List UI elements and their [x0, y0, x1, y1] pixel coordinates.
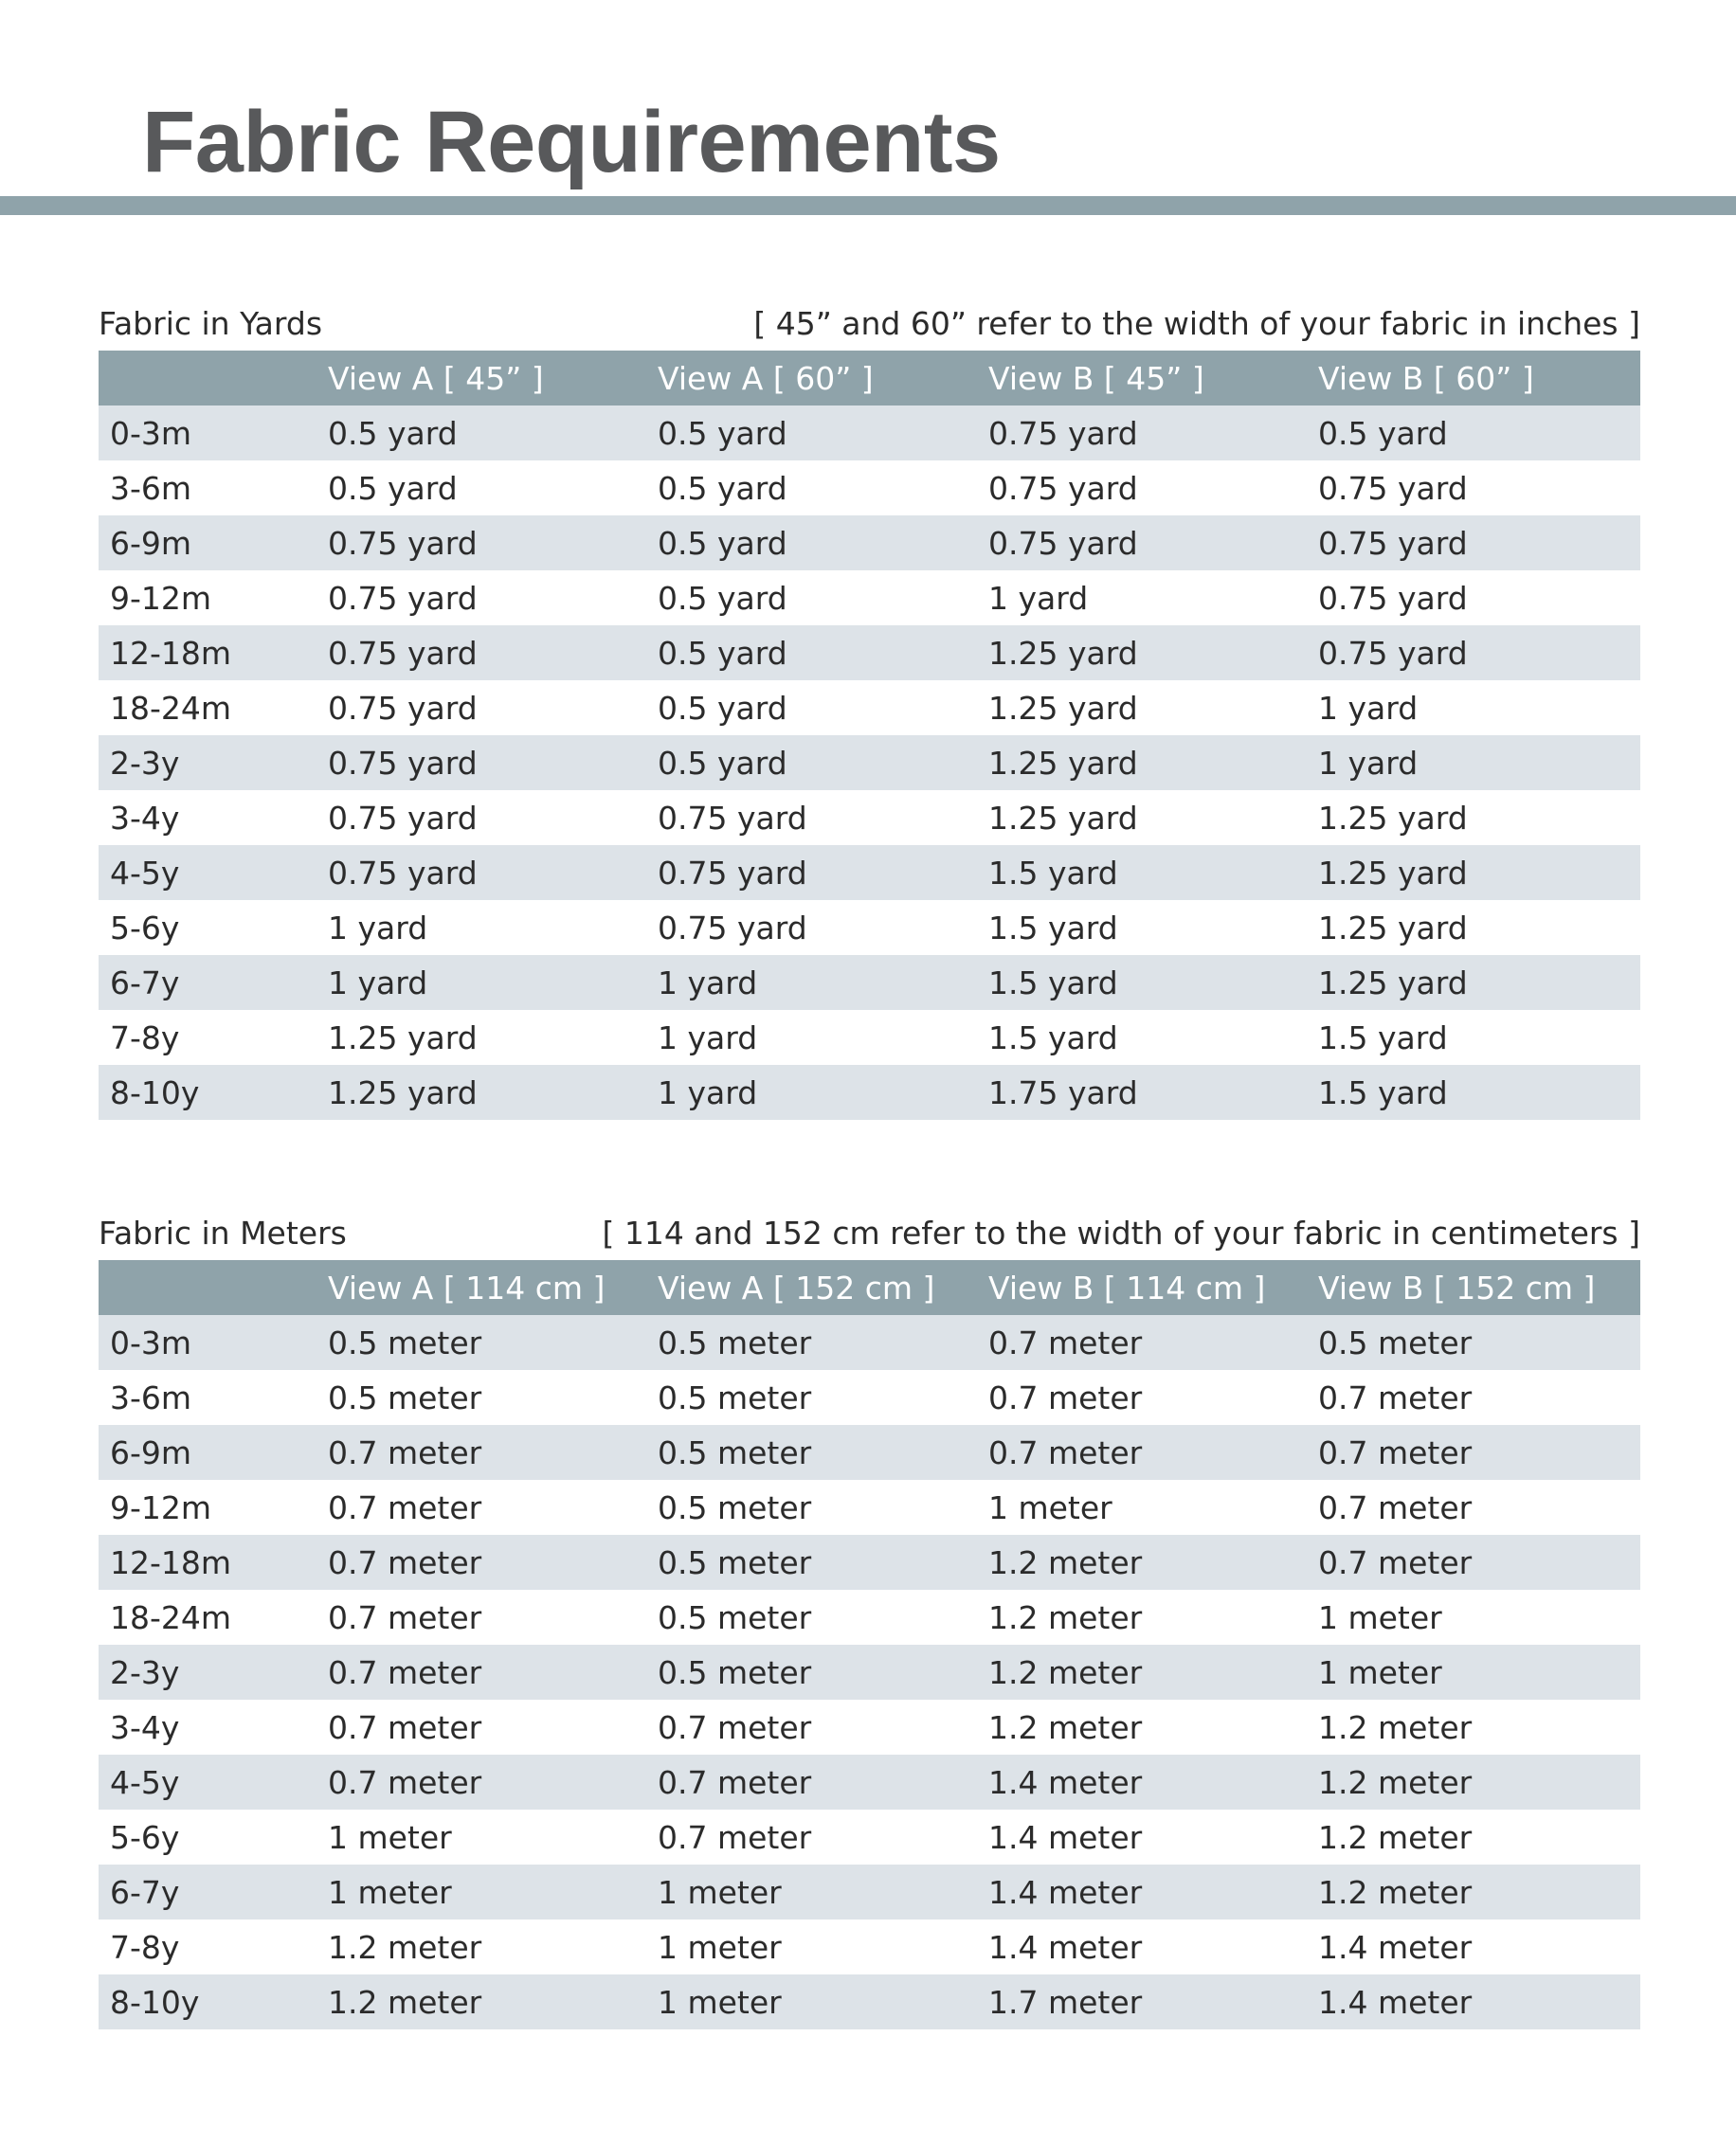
yards-table-body: [99, 406, 1640, 1120]
fabric-amount: 0.7 meter: [328, 1488, 482, 1526]
table-row: [99, 680, 1640, 735]
fabric-amount: 1 yard: [658, 964, 758, 1001]
fabric-amount: 0.5 meter: [328, 1324, 482, 1361]
table-row: [99, 1010, 1640, 1065]
view-column-header: View B [ 152 cm ]: [1318, 1269, 1596, 1307]
fabric-amount: 0.75 yard: [328, 744, 478, 782]
fabric-amount: 1 yard: [1318, 689, 1419, 727]
fabric-amount: 0.5 meter: [658, 1653, 812, 1691]
yards-table: [99, 351, 1640, 1120]
meters-section-header: [99, 1211, 1640, 1260]
fabric-amount: 1.2 meter: [988, 1653, 1143, 1691]
fabric-amount: 0.75 yard: [328, 799, 478, 837]
fabric-amount: 0.5 yard: [328, 414, 458, 452]
fabric-amount: 0.5 meter: [328, 1379, 482, 1416]
fabric-amount: 0.75 yard: [328, 524, 478, 562]
fabric-amount: 1.2 meter: [988, 1708, 1143, 1746]
table-row: [99, 1425, 1640, 1480]
fabric-amount: 0.7 meter: [328, 1653, 482, 1691]
fabric-amount: 1 meter: [328, 1873, 452, 1911]
fabric-amount: 0.75 yard: [1318, 579, 1468, 617]
table-row: [99, 1920, 1640, 1974]
table-row: [99, 515, 1640, 570]
fabric-amount: 1.2 meter: [1318, 1708, 1473, 1746]
fabric-amount: 0.75 yard: [988, 414, 1138, 452]
fabric-amount: 1.5 yard: [988, 909, 1118, 946]
size-label: 12-18m: [110, 1543, 232, 1581]
fabric-amount: 1.4 meter: [1318, 1983, 1473, 2021]
size-label: 0-3m: [110, 1324, 192, 1361]
size-label: 6-7y: [110, 1873, 180, 1911]
table-row: [99, 625, 1640, 680]
fabric-amount: 0.7 meter: [988, 1433, 1143, 1471]
view-column-header: View A [ 114 cm ]: [328, 1269, 606, 1307]
size-label: 9-12m: [110, 1488, 212, 1526]
fabric-amount: 1.4 meter: [988, 1818, 1143, 1856]
table-row: [99, 1065, 1640, 1120]
size-label: 3-6m: [110, 1379, 192, 1416]
fabric-amount: 1.25 yard: [1318, 854, 1468, 892]
fabric-amount: 0.7 meter: [328, 1763, 482, 1801]
fabric-amount: 1.2 meter: [988, 1598, 1143, 1636]
fabric-amount: 1 meter: [988, 1488, 1112, 1526]
table-row: [99, 955, 1640, 1010]
fabric-amount: 0.75 yard: [988, 469, 1138, 507]
size-label: 0-3m: [110, 414, 192, 452]
fabric-amount: 1.25 yard: [328, 1073, 478, 1111]
fabric-amount: 0.5 yard: [658, 524, 787, 562]
yards-table-header: [99, 351, 1640, 406]
fabric-amount: 1.5 yard: [1318, 1018, 1448, 1056]
view-column-header: View A [ 45” ]: [328, 359, 544, 397]
table-row: [99, 1590, 1640, 1645]
fabric-amount: 1 meter: [658, 1928, 782, 1966]
table-row: [99, 570, 1640, 625]
fabric-amount: 0.75 yard: [988, 524, 1138, 562]
fabric-amount: 1.25 yard: [1318, 964, 1468, 1001]
size-label: 18-24m: [110, 1598, 232, 1636]
fabric-amount: 1.2 meter: [1318, 1763, 1473, 1801]
fabric-amount: 0.7 meter: [988, 1379, 1143, 1416]
fabric-amount: 1 yard: [328, 909, 428, 946]
fabric-amount: 0.75 yard: [658, 799, 807, 837]
fabric-amount: 0.7 meter: [1318, 1488, 1473, 1526]
fabric-amount: 0.75 yard: [328, 634, 478, 672]
table-row: [99, 1645, 1640, 1700]
fabric-amount: 0.5 meter: [658, 1488, 812, 1526]
fabric-amount: 1.25 yard: [328, 1018, 478, 1056]
fabric-amount: 1 yard: [658, 1073, 758, 1111]
fabric-amount: 0.7 meter: [328, 1433, 482, 1471]
fabric-amount: 1 meter: [658, 1873, 782, 1911]
fabric-amount: 0.7 meter: [1318, 1543, 1473, 1581]
fabric-amount: 0.5 yard: [658, 579, 787, 617]
fabric-amount: 1.2 meter: [328, 1983, 482, 2021]
fabric-amount: 1.25 yard: [988, 799, 1138, 837]
meters-heading: Fabric in Meters: [99, 1215, 347, 1252]
fabric-amount: 1 yard: [1318, 744, 1419, 782]
view-column-header: View B [ 114 cm ]: [988, 1269, 1266, 1307]
fabric-amount: 0.75 yard: [658, 909, 807, 946]
fabric-amount: 1.5 yard: [1318, 1073, 1448, 1111]
fabric-amount: 1 meter: [1318, 1598, 1442, 1636]
fabric-amount: 0.75 yard: [328, 854, 478, 892]
table-row: [99, 1480, 1640, 1535]
fabric-amount: 1.2 meter: [988, 1543, 1143, 1581]
fabric-amount: 0.5 yard: [658, 744, 787, 782]
fabric-amount: 1 meter: [658, 1983, 782, 2021]
fabric-amount: 0.7 meter: [328, 1598, 482, 1636]
size-label: 8-10y: [110, 1073, 200, 1111]
yards-heading: Fabric in Yards: [99, 305, 323, 342]
fabric-amount: 0.75 yard: [658, 854, 807, 892]
fabric-amount: 1.25 yard: [1318, 909, 1468, 946]
size-label: 6-9m: [110, 1433, 192, 1471]
yards-section: [99, 301, 1640, 1120]
fabric-amount: 0.5 yard: [658, 414, 787, 452]
fabric-amount: 1 meter: [328, 1818, 452, 1856]
fabric-amount: 0.5 meter: [658, 1543, 812, 1581]
view-column-header: View A [ 152 cm ]: [658, 1269, 935, 1307]
fabric-amount: 0.7 meter: [658, 1818, 812, 1856]
fabric-amount: 1.4 meter: [988, 1763, 1143, 1801]
fabric-amount: 0.7 meter: [658, 1763, 812, 1801]
meters-table-body: [99, 1315, 1640, 2029]
fabric-amount: 1.25 yard: [1318, 799, 1468, 837]
meters-table: [99, 1260, 1640, 2029]
table-row: [99, 790, 1640, 845]
fabric-amount: 1.25 yard: [988, 689, 1138, 727]
meters-width-note: [ 114 and 152 cm refer to the width of your fabric in centimeters ]: [602, 1215, 1640, 1252]
fabric-amount: 0.7 meter: [1318, 1379, 1473, 1416]
table-row: [99, 1315, 1640, 1370]
fabric-amount: 1.2 meter: [328, 1928, 482, 1966]
fabric-amount: 0.75 yard: [1318, 524, 1468, 562]
size-label: 2-3y: [110, 744, 180, 782]
meters-header-row: [99, 1260, 1640, 1315]
table-row: [99, 1535, 1640, 1590]
size-label: 12-18m: [110, 634, 232, 672]
fabric-amount: 0.5 yard: [1318, 414, 1448, 452]
table-row: [99, 845, 1640, 900]
fabric-amount: 1 yard: [658, 1018, 758, 1056]
fabric-amount: 1.25 yard: [988, 744, 1138, 782]
fabric-amount: 0.5 yard: [658, 689, 787, 727]
size-label: 2-3y: [110, 1653, 180, 1691]
size-column-header: [99, 1260, 328, 1315]
fabric-amount: 1.25 yard: [988, 634, 1138, 672]
yards-header-row: [99, 351, 1640, 406]
size-label: 6-7y: [110, 964, 180, 1001]
fabric-amount: 0.5 meter: [658, 1598, 812, 1636]
size-label: 3-4y: [110, 799, 180, 837]
view-column-header: View B [ 60” ]: [1318, 359, 1534, 397]
fabric-amount: 0.7 meter: [328, 1543, 482, 1581]
fabric-amount: 1 meter: [1318, 1653, 1442, 1691]
size-label: 4-5y: [110, 1763, 180, 1801]
fabric-amount: 0.75 yard: [1318, 469, 1468, 507]
fabric-amount: 0.75 yard: [328, 689, 478, 727]
size-label: 7-8y: [110, 1018, 180, 1056]
page-title: Fabric Requirements: [142, 94, 1001, 190]
fabric-amount: 1.5 yard: [988, 854, 1118, 892]
fabric-amount: 1.4 meter: [988, 1873, 1143, 1911]
table-row: [99, 1755, 1640, 1810]
fabric-amount: 1.2 meter: [1318, 1818, 1473, 1856]
size-label: 18-24m: [110, 689, 232, 727]
fabric-amount: 1.5 yard: [988, 964, 1118, 1001]
size-label: 9-12m: [110, 579, 212, 617]
fabric-amount: 0.75 yard: [1318, 634, 1468, 672]
fabric-amount: 0.5 meter: [658, 1324, 812, 1361]
view-column-header: View A [ 60” ]: [658, 359, 874, 397]
size-label: 5-6y: [110, 909, 180, 946]
size-column-header: [99, 351, 328, 406]
yards-section-header: [99, 301, 1640, 351]
fabric-amount: 1.75 yard: [988, 1073, 1138, 1111]
meters-section: [99, 1211, 1640, 2029]
size-label: 3-6m: [110, 469, 192, 507]
fabric-amount: 0.7 meter: [328, 1708, 482, 1746]
fabric-amount: 1.7 meter: [988, 1983, 1143, 2021]
size-label: 5-6y: [110, 1818, 180, 1856]
fabric-amount: 0.5 yard: [328, 469, 458, 507]
fabric-amount: 1.4 meter: [988, 1928, 1143, 1966]
table-row: [99, 900, 1640, 955]
fabric-amount: 0.7 meter: [988, 1324, 1143, 1361]
size-label: 8-10y: [110, 1983, 200, 2021]
table-row: [99, 1974, 1640, 2029]
title-divider: [0, 196, 1736, 215]
table-row: [99, 735, 1640, 790]
fabric-amount: 1 yard: [328, 964, 428, 1001]
fabric-amount: 0.5 yard: [658, 634, 787, 672]
fabric-amount: 0.7 meter: [1318, 1433, 1473, 1471]
size-label: 4-5y: [110, 854, 180, 892]
fabric-amount: 1.4 meter: [1318, 1928, 1473, 1966]
fabric-amount: 0.75 yard: [328, 579, 478, 617]
fabric-amount: 0.5 meter: [1318, 1324, 1473, 1361]
fabric-amount: 1 yard: [988, 579, 1089, 617]
table-row: [99, 1370, 1640, 1425]
table-row: [99, 1865, 1640, 1920]
fabric-amount: 1.2 meter: [1318, 1873, 1473, 1911]
fabric-amount: 0.5 meter: [658, 1379, 812, 1416]
view-column-header: View B [ 45” ]: [988, 359, 1204, 397]
size-label: 7-8y: [110, 1928, 180, 1966]
fabric-amount: 0.5 yard: [658, 469, 787, 507]
size-label: 6-9m: [110, 524, 192, 562]
yards-width-note: [ 45” and 60” refer to the width of your fabric in inches ]: [753, 305, 1640, 342]
table-row: [99, 406, 1640, 460]
table-row: [99, 1810, 1640, 1865]
table-row: [99, 460, 1640, 515]
fabric-amount: 1.5 yard: [988, 1018, 1118, 1056]
meters-table-header: [99, 1260, 1640, 1315]
size-label: 3-4y: [110, 1708, 180, 1746]
table-row: [99, 1700, 1640, 1755]
fabric-amount: 0.7 meter: [658, 1708, 812, 1746]
fabric-amount: 0.5 meter: [658, 1433, 812, 1471]
